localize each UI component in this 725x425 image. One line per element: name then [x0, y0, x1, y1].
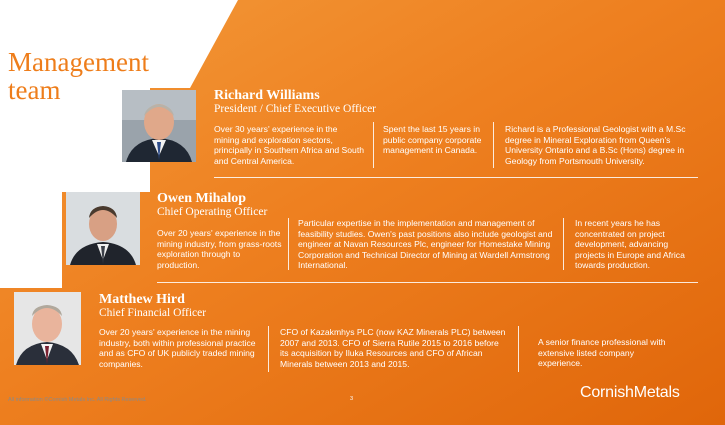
person-name: Matthew Hird [99, 292, 185, 307]
person-role: Chief Operating Officer [157, 206, 268, 218]
photo-matthew-hird [14, 292, 81, 365]
photo-richard-williams [122, 90, 196, 162]
column-divider [288, 218, 289, 270]
column-divider [268, 326, 269, 372]
column-divider [493, 122, 494, 168]
bio-column-3: Richard is a Professional Geologist with a M.Sc degree in Mineral Exploration from Queen's University Ontario and a B.Sc (Hons) degree in Geology from Portsmouth University. [505, 124, 686, 166]
bio-column-3: A senior finance professional with extensive listed company experience. [538, 337, 666, 369]
bio-column-3: In recent years he has concentrated on project development, advancing projects in Europe and Africa towards production. [575, 218, 685, 271]
bio-column-1: Over 20 years' experience in the mining industry, from grass-roots exploration through to production. [157, 228, 282, 270]
photo-owen-mihalop [66, 192, 140, 265]
bio-column-2: Particular expertise in the implementation and management of feasibility studies. Owen's past positions also include geologist and engineer at Navan Resources Plc, engineer for Homestake Mining Corporation and Technical Director of Mining at Wardell Armstrong International. [298, 218, 553, 271]
column-divider [373, 122, 374, 168]
page-number: 3 [350, 396, 354, 402]
bio-column-2: Spent the last 15 years in public company corporate management in Canada. [383, 124, 482, 156]
column-divider [563, 218, 564, 270]
copyright-notice: All information ©Cornish Metals Inc. All Rights Reserved. [8, 397, 147, 403]
company-logo: CornishMetals [580, 384, 680, 401]
title-line-2: team [8, 75, 61, 105]
column-divider [518, 326, 519, 372]
person-role: Chief Financial Officer [99, 307, 207, 319]
title-line-1: Management [8, 47, 149, 77]
bio-column-2: CFO of Kazakmhys PLC (now KAZ Minerals PLC) between 2007 and 2013. CFO of Sierra Rutile 2015 to 2016 before its acquisition by Iluka Resources and CFO of African Minerals between 2013 and 2015. [280, 327, 506, 369]
bio-column-1: Over 20 years' experience in the mining industry, both within professional practice and as CFO of UK publicly traded mining companies. [99, 327, 256, 369]
person-name: Owen Mihalop [157, 191, 247, 206]
person-name: Richard Williams [214, 88, 320, 103]
person-role: President / Chief Executive Officer [214, 103, 377, 115]
row-divider [214, 177, 698, 178]
row-divider [157, 282, 698, 283]
bio-column-1: Over 30 years' experience in the mining and exploration sectors, principally in Southern Africa and South and Central America. [214, 124, 365, 166]
